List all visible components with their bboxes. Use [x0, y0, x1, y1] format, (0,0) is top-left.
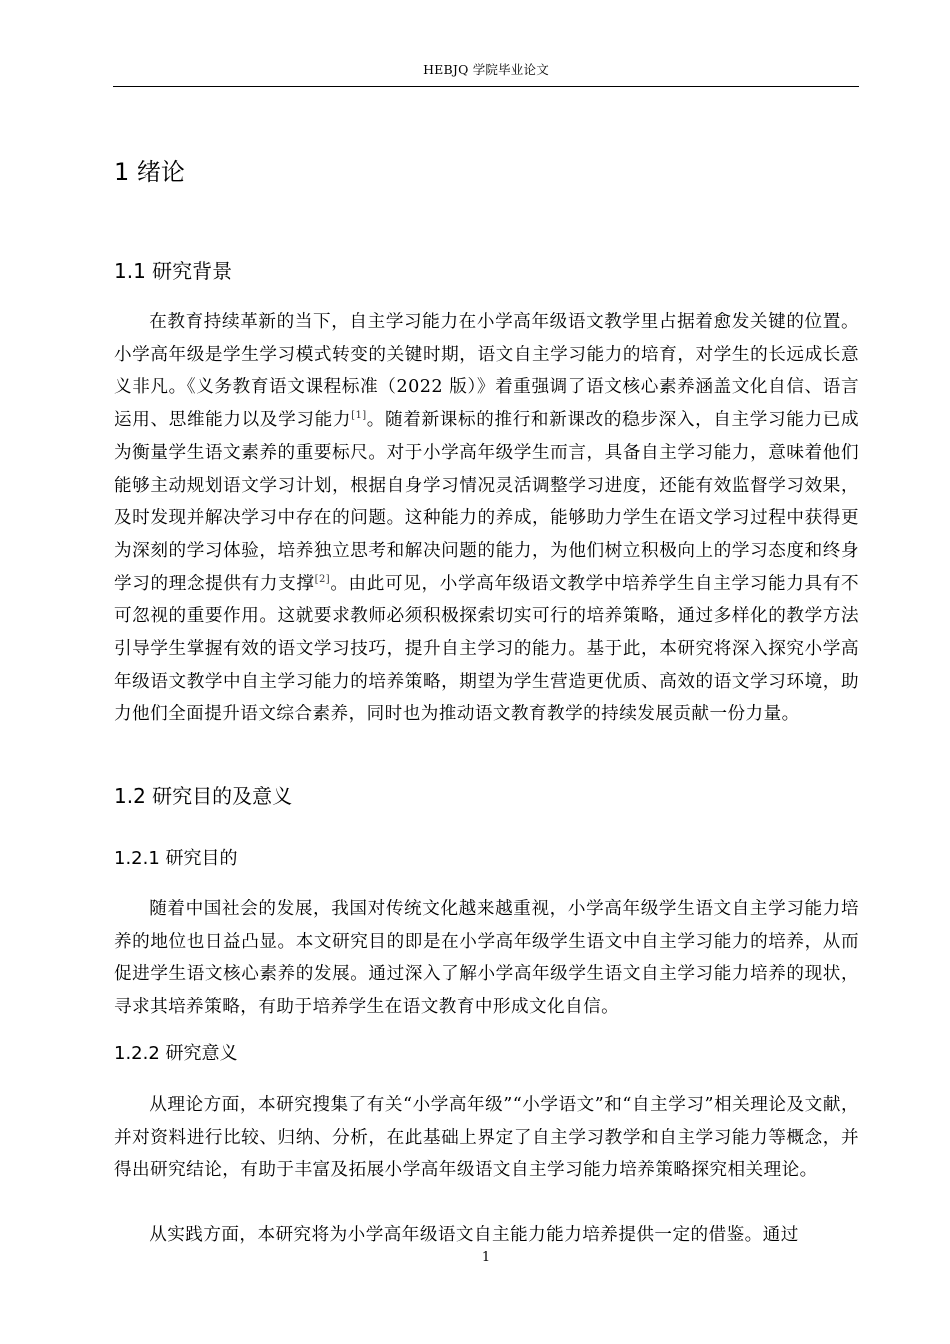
paragraph-text: 在教育持续革新的当下，自主学习能力在小学高年级语文教学里占据着愈发关键的位置。小学高年级是学生学习模式转变的关键时期，语文自主学习能力的培育，对学生的长远成长意义非凡。《义务教育语文课程标准（2022 版）》着重强调了语文核心素养涵盖文化自信、语言运用、思维能力以及学习能力	[114, 312, 859, 431]
paragraph-research-background	[114, 306, 859, 731]
subsection-title-research-purpose: 1.2.1 研究目的	[114, 848, 238, 869]
header-divider	[113, 86, 859, 87]
section-title-research-background: 1.1 研究背景	[114, 259, 233, 283]
citation-ref-2[interactable]: [2]	[314, 573, 331, 585]
chapter-title: 1 绪论	[114, 158, 185, 186]
paragraph-practical-significance: 从实践方面，本研究将为小学高年级语文自主能力能力培养提供一定的借鉴。通过	[149, 1225, 799, 1245]
section-title-purpose-significance: 1.2 研究目的及意义	[114, 784, 293, 808]
paragraph-text: 。由此可见，小学高年级语文教学中培养学生自主学习能力具有不可忽视的重要作用。这就要求教师必须积极探索切实可行的培养策略，通过多样化的教学方法引导学生掌握有效的语文学习技巧，提升自主学习的能力。基于此，本研究将深入探究小学高年级语文教学中自主学习能力的培养策略，期望为学生营造更优质、高效的语文学习环境，助力他们全面提升语文综合素养，同时也为推动语文教育教学的持续发展贡献一份力量。	[114, 573, 859, 725]
paragraph-research-purpose: 随着中国社会的发展，我国对传统文化越来越重视，小学高年级学生语文自主学习能力培养的地位也日益凸显。本文研究目的即是在小学高年级学生语文中自主学习能力的培养，从而促进学生语文核心素养的发展。通过深入了解小学高年级学生语文自主学习能力培养的现状，寻求其培养策略，有助于培养学生在语文教育中形成文化自信。	[114, 899, 859, 1018]
paragraph-theoretical-significance: 从理论方面，本研究搜集了有关“小学高年级”“小学语文”和“自主学习”相关理论及文献，并对资料进行比较、归纳、分析，在此基础上界定了自主学习教学和自主学习能力等概念，并得出研究结论，有助于丰富及拓展小学高年级语文自主学习能力培养策略探究相关理论。	[114, 1095, 859, 1181]
subsection-title-research-significance: 1.2.2 研究意义	[114, 1043, 238, 1064]
citation-ref-1[interactable]: [1]	[351, 410, 367, 422]
paragraph-text: 。随着新课标的推行和新课改的稳步深入，自主学习能力已成为衡量学生语文素养的重要标尺。对于小学高年级学生而言，具备自主学习能力，意味着他们能够主动规划语文学习计划，根据自身学习情况灵活调整学习进度，还能有效监督学习效果，及时发现并解决学习中存在的问题。这种能力的养成，能够助力学生在语文学习过程中获得更为深刻的学习体验，培养独立思考和解决问题的能力，为他们树立积极向上的学习态度和终身学习的理念提供有力支撑	[114, 410, 860, 594]
running-header: HEBJQ 学院毕业论文	[423, 62, 549, 77]
page-number: 1	[481, 1250, 491, 1265]
